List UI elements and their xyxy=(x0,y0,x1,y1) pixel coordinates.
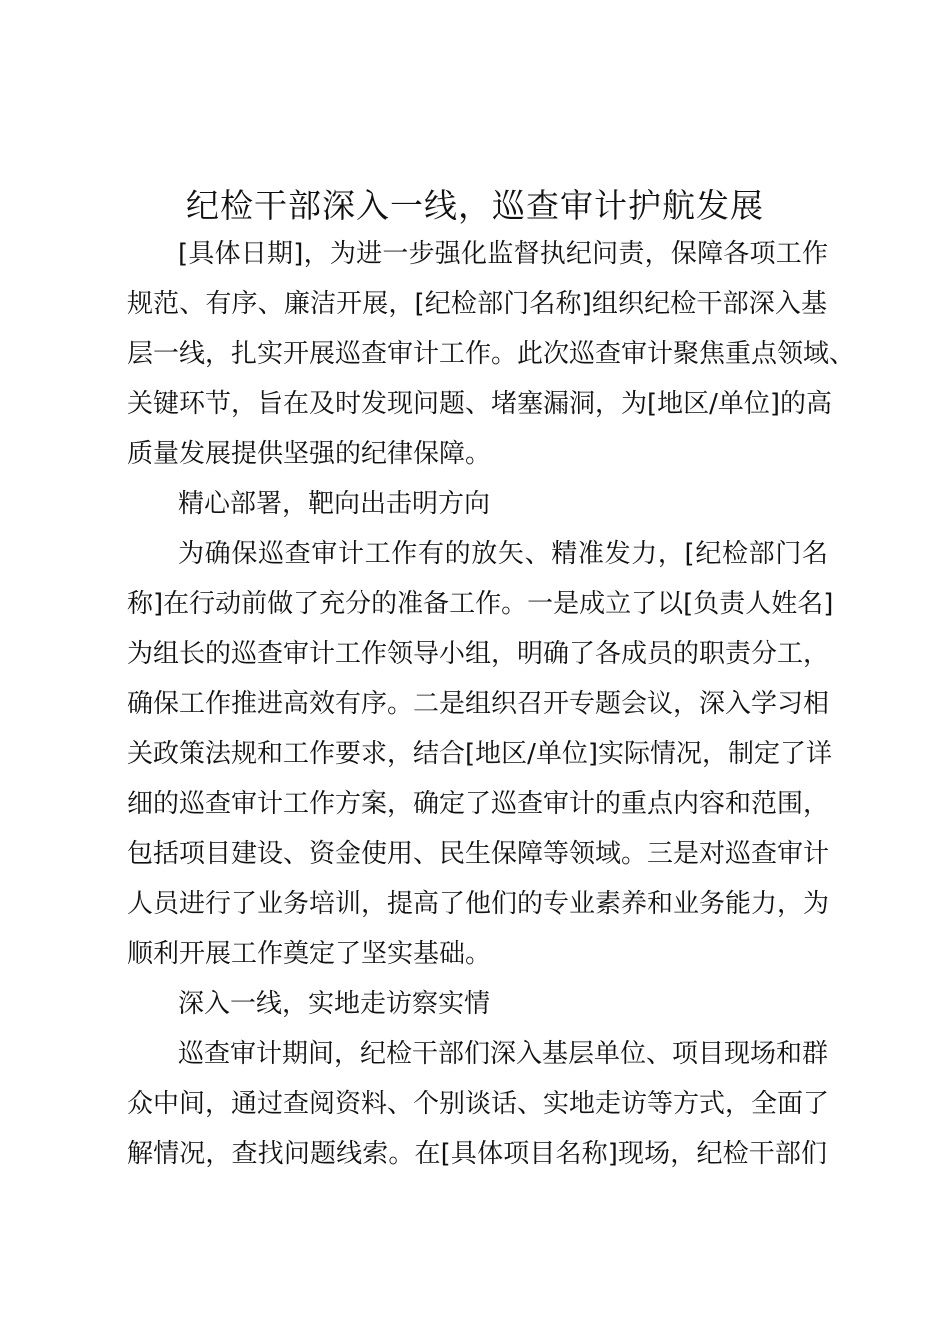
text-line: 规范、有序、廉洁开展，[纪检部门名称]组织纪检干部深入基 xyxy=(127,289,827,319)
section-heading: 深入一线，实地走访察实情 xyxy=(178,989,491,1019)
text-line: 确保工作推进高效有序。二是组织召开专题会议，深入学习相 xyxy=(127,689,830,719)
text-line: 顺利开展工作奠定了坚实基础。 xyxy=(127,939,492,969)
text-line: 细的巡查审计工作方案，确定了巡查审计的重点内容和范围， xyxy=(127,789,830,819)
text-line: [具体日期]，为进一步强化监督执纪问责，保障各项工作 xyxy=(178,239,828,269)
section-heading: 精心部署，靶向出击明方向 xyxy=(178,489,491,519)
text-line: 层一线，扎实开展巡查审计工作。此次巡查审计聚焦重点领域、 xyxy=(127,339,856,369)
text-line: 人员进行了业务培训，提高了他们的专业素养和业务能力，为 xyxy=(127,889,830,919)
text-line: 众中间，通过查阅资料、个别谈话、实地走访等方式，全面了 xyxy=(127,1089,830,1119)
document-title: 纪检干部深入一线，巡查审计护航发展 xyxy=(186,186,764,225)
text-line: 巡查审计期间，纪检干部们深入基层单位、项目现场和群 xyxy=(178,1039,829,1069)
text-line: 包括项目建设、资金使用、民生保障等领域。三是对巡查审计 xyxy=(127,839,830,869)
text-line: 为确保巡查审计工作有的放矢、精准发力，[纪检部门名 xyxy=(178,539,828,569)
text-line: 解情况，查找问题线索。在[具体项目名称]现场，纪检干部们 xyxy=(127,1139,827,1169)
text-line: 关键环节，旨在及时发现问题、堵塞漏洞，为[地区/单位]的高 xyxy=(127,389,833,419)
text-line: 关政策法规和工作要求，结合[地区/单位]实际情况，制定了详 xyxy=(127,739,833,769)
text-line: 质量发展提供坚强的纪律保障。 xyxy=(127,439,492,469)
text-line: 为组长的巡查审计工作领导小组，明确了各成员的职责分工， xyxy=(127,639,830,669)
text-line: 称]在行动前做了充分的准备工作。一是成立了以[负责人姓名] xyxy=(127,589,834,619)
